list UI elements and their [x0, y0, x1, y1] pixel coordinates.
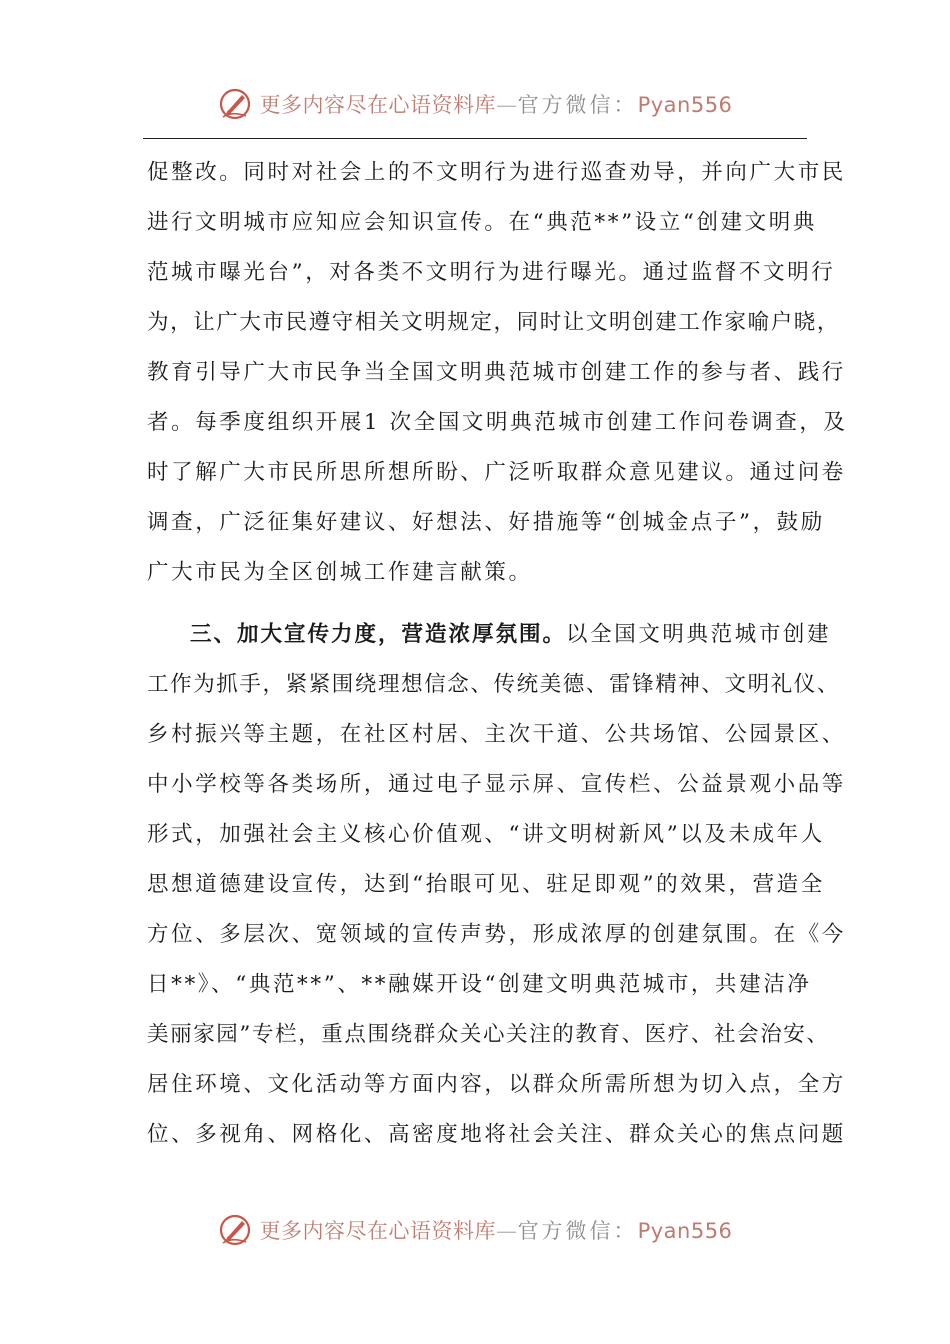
text-line: 乡村振兴等主题，在社区村居、主次干道、公共场馆、公园景区、 — [147, 722, 846, 747]
pen-circle-logo-icon — [218, 1213, 252, 1247]
text-line: 形式，加强社会主义核心价值观、“讲文明树新风”以及未成年人 — [147, 822, 825, 847]
text-line: 方位、多层次、宽领域的宣传声势，形成浓厚的创建氛围。在《今 — [147, 922, 846, 947]
footer-brand-main: 更多内容尽在心语资料库 — [259, 1219, 497, 1243]
text-line: 美丽家园”专栏，重点围绕群众关心关注的教育、医疗、社会治安、 — [147, 1022, 830, 1047]
footer-brand-official: 官方微信： — [517, 1219, 638, 1243]
footer-brand-text — [260, 1215, 733, 1245]
footer-brand-dash: — — [496, 1219, 518, 1243]
header-brand-official: 官方微信： — [517, 93, 638, 117]
text-line-rest: 以全国文明典范城市创建 — [566, 622, 832, 647]
header-brand-main: 更多内容尽在心语资料库 — [259, 93, 497, 117]
header-brand-text — [260, 89, 733, 119]
header-brand-wechat: Pyan556 — [637, 93, 733, 117]
text-line: 促整改。同时对社会上的不文明行为进行巡查劝导，并向广大市民 — [147, 160, 846, 185]
text-line: 调查，广泛征集好建议、好想法、好措施等“创城金点子”，鼓励 — [147, 510, 825, 535]
paragraph-1 — [147, 148, 848, 598]
text-line: 进行文明城市应知应会知识宣传。在“典范**”设立“创建文明典 — [147, 210, 817, 235]
text-line: 日**》、“典范**”、**融媒开设“创建文明典范城市，共建洁净 — [147, 972, 812, 997]
paragraph-2 — [147, 610, 846, 1160]
text-line: 时了解广大市民所思所想所盼、广泛听取群众意见建议。通过问卷 — [147, 460, 846, 485]
header-brand — [218, 87, 733, 121]
text-line: 中小学校等各类场所，通过电子显示屏、宣传栏、公益景观小品等 — [147, 772, 846, 797]
text-line: 为，让广大市民遵守相关文明规定，同时让文明创建工作家喻户晓， — [147, 310, 841, 335]
document-body — [147, 148, 848, 1160]
paragraph-gap — [147, 598, 807, 610]
text-line: 位、多视角、网格化、高密度地将社会关注、群众关心的焦点问题 — [147, 1122, 846, 1147]
text-line: 广大市民为全区创城工作建言献策。 — [147, 560, 533, 585]
text-line: 教育引导广大市民争当全国文明典范城市创建工作的参与者、践行 — [147, 360, 846, 385]
header-divider — [143, 138, 807, 139]
text-line: 思想道德建设宣传，达到“抬眼可见、驻足即观”的效果，营造全 — [147, 872, 825, 897]
header-brand-dash: — — [496, 93, 518, 117]
text-line-first — [147, 610, 832, 660]
pen-circle-logo-icon — [218, 87, 252, 121]
page-header — [0, 82, 950, 126]
page-footer — [0, 1208, 950, 1252]
section-heading: 三、加大宣传力度，营造浓厚氛围。 — [190, 622, 567, 647]
footer-brand — [218, 1213, 733, 1247]
footer-brand-wechat: Pyan556 — [637, 1219, 733, 1243]
text-line: 工作为抓手，紧紧围绕理想信念、传统美德、雷锋精神、文明礼仪、 — [147, 672, 841, 697]
text-line: 居住环境、文化活动等方面内容，以群众所需所想为切入点，全方 — [147, 1072, 846, 1097]
text-line: 范城市曝光台”，对各类不文明行为进行曝光。通过监督不文明行 — [147, 260, 836, 285]
text-line: 者。每季度组织开展1 次全国文明典范城市创建工作问卷调查，及 — [147, 410, 848, 435]
